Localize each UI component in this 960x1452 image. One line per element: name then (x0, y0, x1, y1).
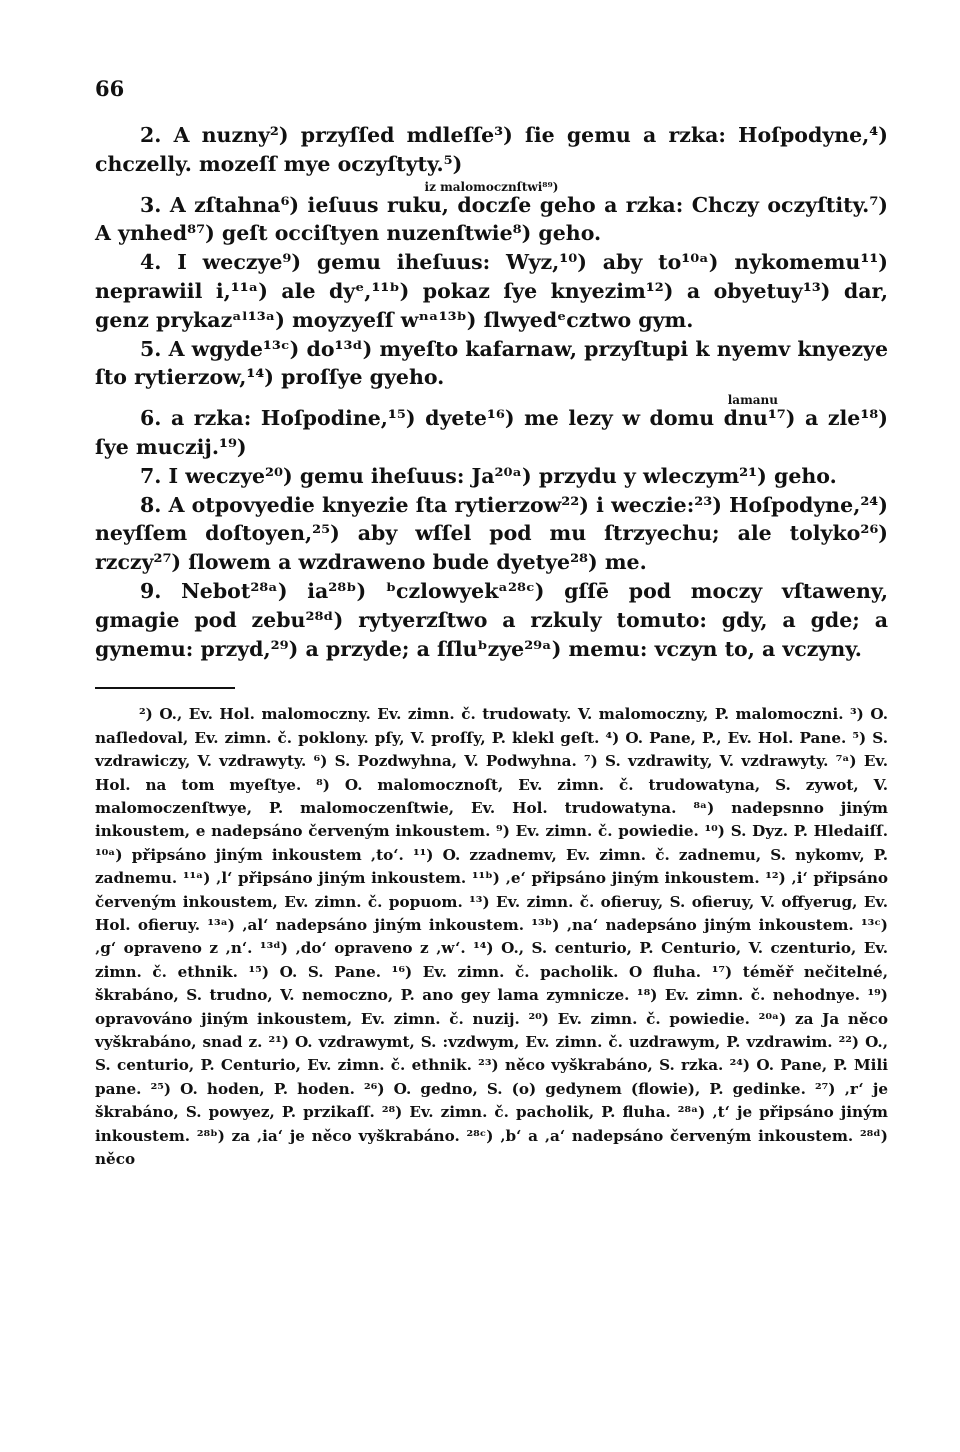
verse-9: 9. Nebot²⁸ᵃ) ia²⁸ᵇ) ᵇczlowyekᵃ²⁸ᶜ) gſſē pod moczy vſtaweny, gmagie pod zebu²⁸ᵈ) rytyerzſtwo a rzkuly tomuto: gdy, a gde; a gynemu: przyd,²⁹) a przyde; a ſſluᵇzye²⁹ᵃ) memu: vczyn to, a vczyny. (95, 578, 888, 661)
interlinear-note-6: lamanu (727, 393, 778, 408)
footnotes (95, 703, 888, 1171)
footnote-divider (95, 687, 235, 689)
footnote-text: ²) O., Ev. Hol. malomoczny. Ev. zimn. č. trudowaty. V. malomoczny, P. malomoczni. ³) O. naſledoval, Ev. zimn. č. poklony. pſy, V. proſſy, P. klekl geſt. ⁴) O. Pane, P., Ev. Hol. Pane. ⁵) S. vzdrawiczy, V. vzdrawyty. ⁶) S. Pozdwyhna, V. Podwyhna. ⁷) S. vzdrawity, V. vzdrawyty. ⁷ᵃ) Ev. Hol. na tom myeſtye. ⁸) O. malomocznoſt, Ev. zimn. č. trudowatyna, S. zywot, V. malomoczenſtwye, P. malomoczenſtwie, Ev. Hol. trudowatyna. ⁸ᵃ) nadepsnno jiným inkoustem, e nadepsáno červeným inkoustem. ⁹) Ev. zimn. č. powiedie. ¹⁰) S. Dyz. P. Hledaiſſ. ¹⁰ᵃ) připsáno jiným inkoustem ‚to‘. ¹¹) O. zzadnemv, Ev. zimn. č. zadnemu, S. nykomv, P. zadnemu. ¹¹ᵃ) ‚l‘ připsáno jiným inkoustem. ¹¹ᵇ) ‚e‘ připsáno jiným inkoustem. ¹²) ‚i‘ připsáno červeným inkoustem, Ev. zimn. č. popuom. ¹³) Ev. zimn. č. ofieruy, S. ofieruy, V. offyerug, Ev. Hol. ofieruy. ¹³ᵃ) ‚al‘ nadepsáno jiným inkoustem. ¹³ᵇ) ‚na‘ nadepsáno jiným inkoustem. ¹³ᶜ) ‚g‘ opraveno z ‚n‘. ¹³ᵈ) ‚do‘ opraveno z ‚w‘. ¹⁴) O., S. centurio, P. Centurio, V. czenturio, Ev. zimn. č. ethnik. ¹⁵) O. S. Pane. ¹⁶) Ev. zimn. č. pacholik. O fluha. ¹⁷) téměř nečitelné, škrabáno, S. trudno, V. nemoczno, P. ano gey lama zymnicze. ¹⁸) Ev. zimn. č. nehodnye. ¹⁹) opravováno jiným inkoustem, Ev. zimn. č. nuzij. ²⁰) Ev. zimn. č. powiedie. ²⁰ᵃ) za Ja něco vyškrabáno, snad z. ²¹) O. vzdrawymt, S. :vzdwym, Ev. zimn. č. uzdrawym, P. vzdrawim. ²²) O., S. centurio, P. Centurio, Ev. zimn. č. ethnik. ²³) něco vyškrabáno, S. rzka. ²⁴) O. Pane, P. Mili pane. ²⁵) O. hoden, P. hoden. ²⁶) O. gedno, S. (o) gedynem (flowie), P. gedinke. ²⁷) ‚r‘ je škrabáno, S. powyez, P. przikaſſ. ²⁸) Ev. zimn. č. pacholik, P. fluha. ²⁸ᵃ) ‚t‘ je připsáno jiným inkoustem. ²⁸ᵇ) za ‚ia‘ je něco vyškrabáno. ²⁸ᶜ) ‚b‘ a ‚a‘ nadepsáno červeným inkoustem. ²⁸ᵈ) něco (95, 705, 888, 1169)
verse-2: 2. A nuzny²) przyſſed mdleſſe³) ſie gemu a rzka: Hoſpodyne,⁴) chczelly. mozeſſ mye oczyſtyty.⁵) (95, 123, 888, 176)
page-number: 66 (95, 76, 125, 101)
verse-7: 7. I weczye²⁰) gemu iheſuus: Ja²⁰ᵃ) przydu y wleczym²¹) geho. (140, 463, 837, 488)
interlinear-note-3: iz malomocznſtwi⁸⁹) (424, 179, 559, 194)
verse-text (95, 121, 888, 663)
verse-5: 5. A wgyde¹³ᶜ) do¹³ᵈ) myeſto kafarnaw, przyſtupi k nyemv knyezye ſto rytierzow,¹⁴) proſſye gyeho. (95, 336, 888, 390)
verse-6: 6. a rzka: Hoſpodine,¹⁵) dyete¹⁶) me lezy w domu dnu¹⁷) a zle¹⁸) ſye muczij.¹⁹) (95, 406, 888, 459)
verse-4: 4. I weczye⁹) gemu iheſuus: Wyz,¹⁰) aby to¹⁰ᵃ) nykomemu¹¹) neprawiil i,¹¹ᵃ) ale dyᵉ,¹¹ᵇ) pokaz ſye knyezim¹²) a obyetuy¹³) dar, genz prykazᵃˡ¹³ᵃ) moyzyeſſ wⁿᵃ¹³ᵇ) ſlwyedᵉcztwo gym. (95, 250, 888, 332)
verse-8: 8. A otpovyedie knyezie ſta rytierzow²²) i weczie:²³) Hoſpodyne,²⁴) neyſſem doſtoyen,²⁵) aby wſſel pod mu ſtrzyechu; ale tolyko²⁶) rzczy²⁷) ſlowem a wzdraweno bude dyetye²⁸) me. (95, 492, 888, 575)
verse-3: 3. A zſtahna⁶) ieſuus ruku, doczſe geho a rzka: Chczy oczyſtity.⁷) A ynhed⁸⁷) geſt occiſtyen nuzenſtwie⁸) geho. (95, 192, 888, 246)
